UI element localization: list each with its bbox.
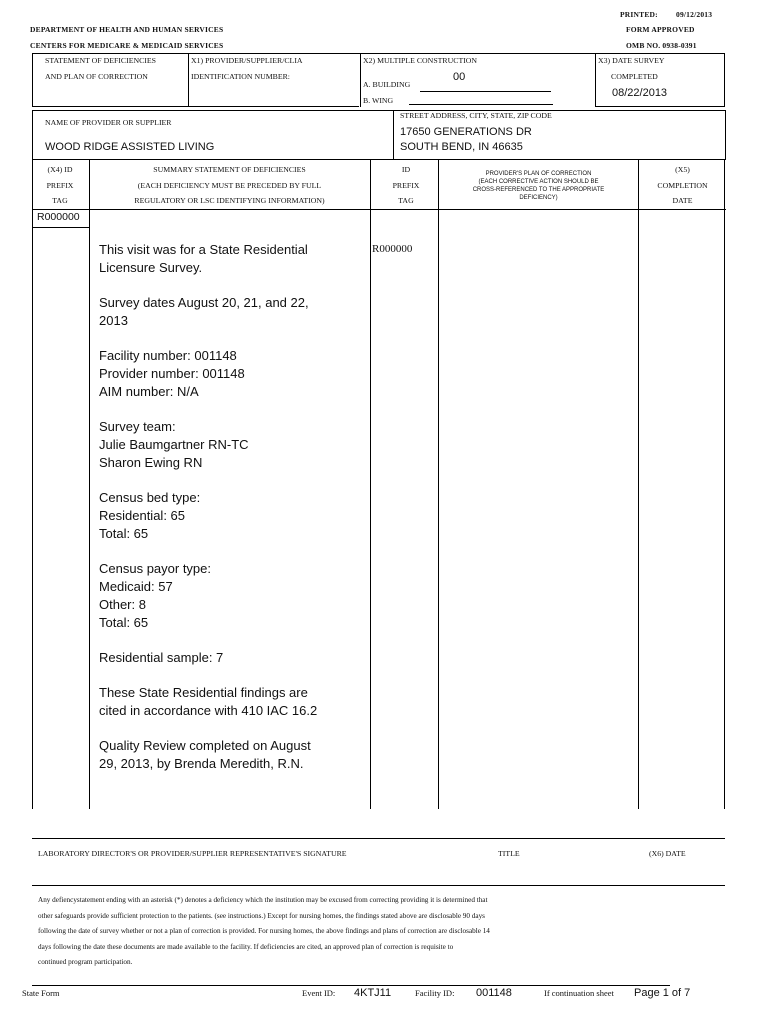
box-right-border <box>724 53 725 107</box>
finding-line: Provider number: 001148 <box>99 366 245 381</box>
address-line1: 17650 GENERATIONS DR <box>400 126 532 138</box>
finding-line: This visit was for a State Residential <box>99 242 308 257</box>
finding-paragraph <box>99 347 364 401</box>
facility-id-label: Facility ID: <box>415 988 455 998</box>
finding-line: 29, 2013, by Brenda Meredith, R.N. <box>99 756 304 771</box>
finding-line: Total: 65 <box>99 526 149 541</box>
x5-label-1: (X5) <box>675 165 690 174</box>
finding-paragraph <box>99 737 364 773</box>
box2-divider <box>360 53 361 107</box>
page-number: Page 1 of 7 <box>634 987 691 999</box>
finding-line: Total: 65 <box>99 615 149 630</box>
finding-paragraph <box>99 649 364 667</box>
colhdr-bottom <box>32 209 726 210</box>
finding-line: Survey team: <box>99 419 176 434</box>
provider-left <box>32 110 33 160</box>
finding-line: Quality Review completed on August <box>99 738 311 753</box>
signature-label: LABORATORY DIRECTOR'S OR PROVIDER/SUPPLIER REPRESENTATIVE'S SIGNATURE <box>38 849 347 858</box>
x1-label-1: X1) PROVIDER/SUPPLIER/CLIA <box>191 56 303 65</box>
finding-paragraph <box>99 241 364 277</box>
box1-bottom <box>32 106 359 107</box>
disclaimer-line: continued program participation. <box>38 958 133 967</box>
address-line2: SOUTH BEND, IN 46635 <box>400 141 523 153</box>
x4-label-1: (X4) ID <box>47 165 73 174</box>
right-id-tag: R000000 <box>372 243 413 255</box>
finding-paragraph <box>99 294 364 330</box>
x3-label-1: X3) DATE SURVEY <box>598 56 665 65</box>
centers-title: CENTERS FOR MEDICARE & MEDICAID SERVICES <box>30 41 224 50</box>
printed-label: PRINTED: <box>620 10 658 19</box>
box-left-border <box>32 53 33 107</box>
x4-label-2: PREFIX <box>46 181 74 190</box>
provider-name: WOOD RIDGE ASSISTED LIVING <box>45 141 215 153</box>
summary-label-2: (EACH DEFICIENCY MUST BE PRECEDED BY FULL <box>137 181 322 190</box>
finding-line: Residential sample: 7 <box>99 650 224 665</box>
x2-label: X2) MULTIPLE CONSTRUCTION <box>363 56 478 65</box>
finding-line: These State Residential findings are <box>99 685 308 700</box>
summary-label-3: REGULATORY OR LSC IDENTIFYING INFORMATION) <box>134 196 325 205</box>
provider-divider <box>393 110 394 160</box>
plan-label-3: CROSS-REFERENCED TO THE APPROPRIATE <box>472 187 605 193</box>
disclaimer-line: other safeguards provide sufficient protection to the patients. (see instructions.) Except for nursing homes, the findings stated above are disclosable 90 days <box>38 911 485 920</box>
building-value: 00 <box>453 71 466 83</box>
id-label-3: TAG <box>398 196 414 205</box>
top-rule <box>32 53 725 54</box>
col-rule-5 <box>724 160 725 809</box>
finding-line: Census payor type: <box>99 561 212 576</box>
finding-line: Facility number: 001148 <box>99 348 237 363</box>
continuation-label: If continuation sheet <box>544 988 614 998</box>
box1-divider <box>188 53 189 107</box>
title-label: TITLE <box>498 849 520 858</box>
event-id-value: 4KTJ11 <box>354 987 392 999</box>
building-label: A. BUILDING <box>363 80 411 89</box>
finding-line: Survey dates August 20, 21, and 22, <box>99 295 309 310</box>
finding-line: Medicaid: 57 <box>99 579 173 594</box>
state-form-label: State Form <box>22 988 60 998</box>
event-id-label: Event ID: <box>302 988 336 998</box>
building-underline <box>420 91 551 92</box>
findings-text <box>99 241 364 790</box>
summary-label-1: SUMMARY STATEMENT OF DEFICIENCIES <box>153 165 306 174</box>
disclaimer-rule <box>32 885 725 886</box>
facility-id-value: 001148 <box>476 987 512 999</box>
disclaimer-text <box>38 893 490 971</box>
id-label-2: PREFIX <box>392 181 420 190</box>
finding-paragraph <box>99 684 364 720</box>
provider-right <box>725 110 726 160</box>
finding-line: Licensure Survey. <box>99 260 203 275</box>
provider-top <box>32 110 726 111</box>
footer-rule <box>32 985 670 986</box>
x5-label-3: DATE <box>672 196 693 205</box>
left-tag-underline <box>32 227 89 228</box>
finding-line: cited in accordance with 410 IAC 16.2 <box>99 703 318 718</box>
left-id-tag: R000000 <box>37 211 80 223</box>
id-label-1: ID <box>401 165 411 174</box>
x1-label-2: IDENTIFICATION NUMBER: <box>191 72 290 81</box>
finding-line: Julie Baumgartner RN-TC <box>99 437 249 452</box>
x5-label-2: COMPLETION <box>657 181 708 190</box>
wing-underline <box>409 104 553 105</box>
disclaimer-line: following the date of survey whether or not a plan of correction is provided. For nursing homes, the above findings and plans of correction are disclosable 14 <box>38 927 490 936</box>
box3-divider <box>595 53 596 107</box>
plan-label-4: DEFICIENCY) <box>519 195 558 201</box>
finding-line: Residential: 65 <box>99 508 185 523</box>
form-approved: FORM APPROVED <box>626 25 695 34</box>
plan-label-2: (EACH CORRECTIVE ACTION SHOULD BE <box>478 179 599 185</box>
finding-line: AIM number: N/A <box>99 384 199 399</box>
address-label: STREET ADDRESS, CITY, STATE, ZIP CODE <box>400 111 552 120</box>
box4-bottom <box>595 106 725 107</box>
col-rule-3 <box>438 160 439 809</box>
department-title: DEPARTMENT OF HEALTH AND HUMAN SERVICES <box>30 25 224 34</box>
col-rule-1 <box>89 160 90 809</box>
finding-paragraph <box>99 418 364 472</box>
finding-line: Sharon Ewing RN <box>99 455 203 470</box>
finding-line: 2013 <box>99 313 128 328</box>
finding-paragraph <box>99 560 364 632</box>
provider-name-label: NAME OF PROVIDER OR SUPPLIER <box>45 118 172 127</box>
omb-number: OMB NO. 0938-0391 <box>626 41 697 50</box>
disclaimer-line: days following the date these documents are made available to the facility. If deficiencies are cited, an approved plan of correction is requisite to <box>38 942 454 951</box>
finding-line: Census bed type: <box>99 490 201 505</box>
finding-line: Other: 8 <box>99 597 146 612</box>
x3-label-2: COMPLETED <box>611 72 658 81</box>
survey-completed-date: 08/22/2013 <box>612 87 668 99</box>
col-rule-4 <box>638 160 639 809</box>
wing-label: B. WING <box>363 96 394 105</box>
finding-paragraph <box>99 489 364 543</box>
col-rule-2 <box>370 160 371 809</box>
statement-label-1: STATEMENT OF DEFICIENCIES <box>45 56 156 65</box>
plan-label-1: PROVIDER'S PLAN OF CORRECTION <box>485 171 592 177</box>
disclaimer-line: Any defiencystatement ending with an asterisk (*) denotes a deficiency which the institution may be excused from correcting providing it is determined that <box>38 896 488 904</box>
statement-label-2: AND PLAN OF CORRECTION <box>45 72 148 81</box>
provider-bottom <box>32 159 726 160</box>
x6-date-label: (X6) DATE <box>649 849 686 858</box>
col-rule-left <box>32 210 33 809</box>
signature-rule <box>32 838 725 839</box>
printed-date: 09/12/2013 <box>676 10 713 19</box>
x4-label-3: TAG <box>52 196 68 205</box>
